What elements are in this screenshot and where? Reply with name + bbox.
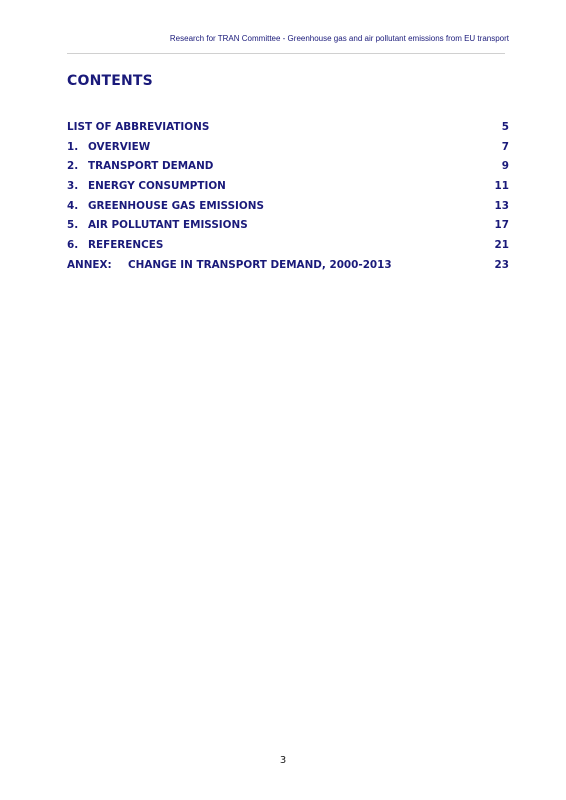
toc-entry-references[interactable] [67,239,509,259]
toc-entry-transport-demand[interactable] [67,160,509,180]
toc-entry-number: 3. [67,180,79,193]
toc-entry-greenhouse-gas-emissions[interactable] [67,200,509,220]
toc-entry-title: AIR POLLUTANT EMISSIONS [88,219,248,232]
toc-entry-title: TRANSPORT DEMAND [88,160,214,173]
toc-entry-title: REFERENCES [88,239,164,252]
toc-entry-number: 4. [67,199,79,212]
toc-entry-page: 23 [494,258,509,271]
running-header: Research for TRAN Committee - Greenhouse gas and air pollutant emissions from EU transport [169,34,509,43]
toc-entry-abbreviations[interactable] [67,121,509,141]
toc-entry-page: 21 [494,239,509,252]
page-number: 3 [279,755,287,766]
toc-entry-page: 9 [501,160,509,173]
toc-entry-overview[interactable] [67,141,509,161]
toc-entry-number: 2. [67,160,79,173]
toc-entry-page: 7 [501,140,509,153]
toc-entry-number: 1. [67,140,79,153]
toc-entry-title: LIST OF ABBREVIATIONS [67,121,210,133]
toc-entry-number: ANNEX: [67,258,112,271]
contents-heading: CONTENTS [67,73,153,89]
toc-entry-page: 5 [501,121,509,133]
toc-entry-page: 17 [494,219,509,232]
table-of-contents [67,121,509,279]
header-divider [67,53,505,54]
toc-entry-title: GREENHOUSE GAS EMISSIONS [88,199,264,212]
toc-entry-title: CHANGE IN TRANSPORT DEMAND, 2000-2013 [128,258,392,271]
toc-entry-energy-consumption[interactable] [67,180,509,200]
toc-entry-number: 6. [67,239,79,252]
toc-entry-title: OVERVIEW [88,140,151,153]
toc-entry-page: 13 [494,199,509,212]
toc-entry-annex[interactable] [67,259,509,279]
toc-entry-air-pollutant-emissions[interactable] [67,219,509,239]
toc-entry-page: 11 [494,180,509,193]
toc-entry-title: ENERGY CONSUMPTION [88,180,226,193]
toc-entry-number: 5. [67,219,79,232]
